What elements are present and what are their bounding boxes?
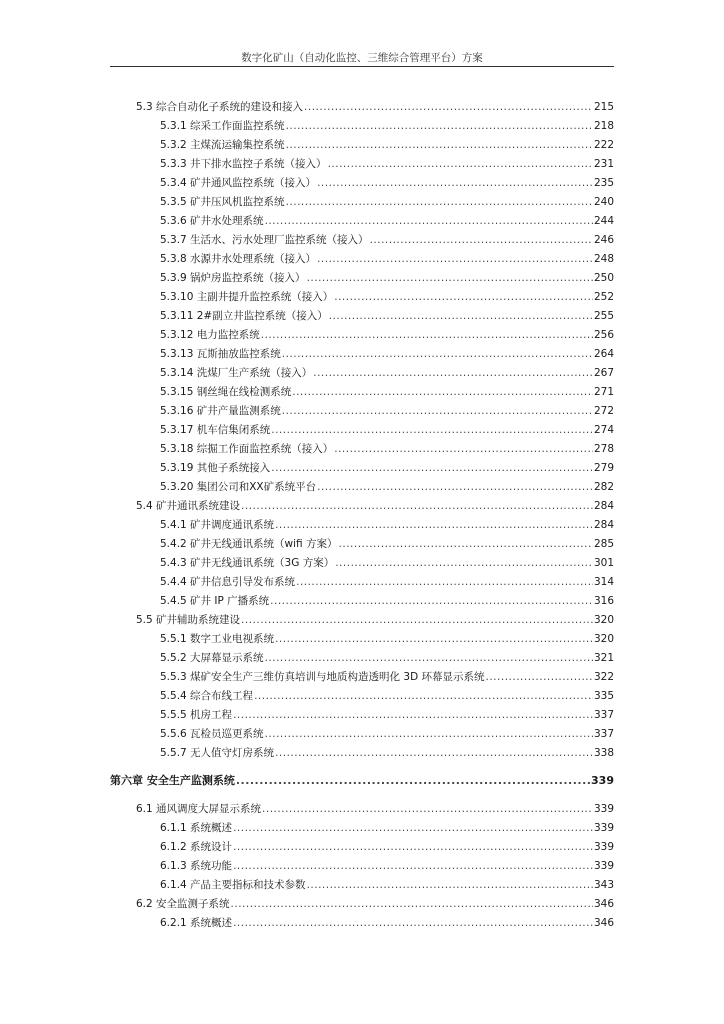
toc-entry-label: 5.3.3 井下排水监控子系统（接入） (160, 158, 327, 170)
toc-entry-page-number: 339 (591, 774, 614, 787)
toc-entry-label: 5.4.5 矿井 IP 广播系统 (160, 595, 270, 607)
toc-entry-label: 5.5.7 无人值守灯房系统 (160, 747, 275, 759)
toc-entry[interactable] (160, 630, 614, 648)
toc-entry-page-number: 282 (593, 481, 614, 493)
toc-entry-label: 5.4.3 矿井无线通讯系统（3G 方案） (160, 557, 335, 569)
toc-entry-page-number: 346 (593, 898, 614, 910)
toc-entry-label: 5.3.9 锅炉房监控系统（接入） (160, 272, 306, 284)
toc-entry[interactable] (160, 573, 614, 591)
toc-entry-page-number: 279 (593, 462, 614, 474)
toc-entry-label: 5.5.1 数字工业电视系统 (160, 633, 275, 645)
toc-entry[interactable] (160, 269, 614, 287)
toc-entry-page-number: 218 (593, 120, 614, 132)
toc-entry-label: 5.3.10 主副井提升监控系统（接入） (160, 291, 334, 303)
toc-leader-dots (317, 478, 593, 496)
toc-entry-label: 6.2.1 系统概述 (160, 917, 233, 929)
toc-entry-page-number: 320 (593, 614, 614, 626)
toc-entry-page-number: 264 (593, 348, 614, 360)
toc-entry[interactable] (160, 819, 614, 837)
toc-entry-label: 5.5 矿井辅助系统建设 (136, 614, 241, 626)
toc-leader-dots (233, 914, 593, 932)
toc-entry-label: 6.1.4 产品主要指标和技术参数 (160, 879, 306, 891)
toc-entry[interactable] (160, 516, 614, 534)
toc-leader-dots (254, 687, 593, 705)
toc-entry-page-number: 250 (593, 272, 614, 284)
toc-leader-dots (307, 269, 593, 287)
toc-leader-dots (334, 288, 593, 306)
toc-entry-label: 5.3.13 瓦斯抽放监控系统 (160, 348, 281, 360)
toc-leader-dots (282, 402, 593, 420)
toc-entry-page-number: 267 (593, 367, 614, 379)
toc-entry-label: 5.3.5 矿井压风机监控系统 (160, 196, 285, 208)
header-rule (110, 66, 614, 67)
page-header-title: 数字化矿山（自动化监控、三维综合管理平台）方案 (241, 52, 483, 64)
toc-entry[interactable] (160, 231, 614, 249)
toc-leader-dots (304, 98, 593, 116)
toc-entry-label: 5.3.20 集团公司和XX矿系统平台 (160, 481, 317, 493)
toc-leader-dots (286, 136, 593, 154)
toc-entry-page-number: 343 (593, 879, 614, 891)
toc-leader-dots (231, 895, 593, 913)
toc-entry-page-number: 284 (593, 500, 614, 512)
toc-entry-label: 5.3.2 主煤流运输集控系统 (160, 139, 285, 151)
toc-leader-dots (292, 383, 593, 401)
toc-entry-page-number: 337 (593, 709, 614, 721)
toc-entry-page-number: 338 (593, 747, 614, 759)
toc-entry-page-number: 301 (593, 557, 614, 569)
toc-leader-dots (241, 497, 593, 515)
toc-entry[interactable] (160, 744, 614, 762)
toc-entry[interactable] (160, 288, 614, 306)
toc-leader-dots (307, 876, 593, 894)
toc-entry[interactable] (160, 421, 614, 439)
toc-leader-dots (233, 838, 593, 856)
toc-leader-dots (339, 535, 593, 553)
toc-leader-dots (317, 250, 593, 268)
toc-entry-page-number: 284 (593, 519, 614, 531)
toc-entry-label: 5.3.11 2#副立井监控系统（接入） (160, 310, 328, 322)
toc-entry[interactable] (160, 554, 614, 572)
toc-entry-page-number: 285 (593, 538, 614, 550)
toc-leader-dots (236, 772, 590, 790)
toc-entry[interactable] (160, 478, 614, 496)
toc-entry-label: 6.2 安全监测子系统 (136, 898, 230, 910)
toc-entry-page-number: 244 (593, 215, 614, 227)
toc-entry-page-number: 314 (593, 576, 614, 588)
toc-leader-dots (265, 725, 593, 743)
toc-entry-label: 5.4.4 矿井信息引导发布系统 (160, 576, 296, 588)
toc-entry[interactable] (160, 326, 614, 344)
toc-entry[interactable] (136, 497, 614, 515)
toc-leader-dots (486, 668, 593, 686)
toc-entry-label: 5.3.8 水源井水处理系统（接入） (160, 253, 317, 265)
toc-entry[interactable] (160, 155, 614, 173)
toc-entry-page-number: 339 (593, 803, 614, 815)
toc-entry-page-number: 274 (593, 424, 614, 436)
toc-entry[interactable] (160, 364, 614, 382)
toc-entry[interactable] (136, 800, 614, 818)
toc-entry-label: 5.3.17 机车信集闭系统 (160, 424, 271, 436)
toc-entry[interactable] (160, 383, 614, 401)
toc-entry-page-number: 222 (593, 139, 614, 151)
toc-entry-page-number: 240 (593, 196, 614, 208)
toc-entry[interactable] (160, 838, 614, 856)
toc-entry-page-number: 255 (593, 310, 614, 322)
toc-entry[interactable] (136, 895, 614, 913)
toc-leader-dots (271, 459, 593, 477)
toc-leader-dots (313, 364, 593, 382)
toc-entry[interactable] (160, 440, 614, 458)
toc-leader-dots (261, 326, 593, 344)
toc-leader-dots (328, 155, 593, 173)
toc-leader-dots (282, 345, 593, 363)
toc-entry-page-number: 272 (593, 405, 614, 417)
toc-leader-dots (271, 421, 593, 439)
toc-entry-label: 5.3.6 矿井水处理系统 (160, 215, 264, 227)
toc-leader-dots (329, 307, 593, 325)
toc-entry-label: 5.3.18 综掘工作面监控系统（接入） (160, 443, 334, 455)
toc-entry-page-number: 337 (593, 728, 614, 740)
toc-entry-label: 5.4.2 矿井无线通讯系统（wifi 方案） (160, 538, 338, 550)
toc-leader-dots (262, 800, 593, 818)
toc-leader-dots (233, 706, 593, 724)
toc-entry-label: 6.1.2 系统设计 (160, 841, 233, 853)
toc-entry-label: 5.5.6 瓦检员巡更系统 (160, 728, 264, 740)
toc-entry[interactable] (160, 193, 614, 211)
toc-leader-dots (265, 212, 593, 230)
toc-entry[interactable] (160, 535, 614, 553)
toc-entry-label: 5.3.19 其他子系统接入 (160, 462, 271, 474)
toc-entry[interactable] (160, 687, 614, 705)
toc-entry-label: 5.4 矿井通讯系统建设 (136, 500, 241, 512)
toc-entry-page-number: 215 (593, 101, 614, 113)
toc-entry-label: 第六章 安全生产监测系统 (110, 774, 235, 787)
toc-entry-label: 5.5.3 煤矿安全生产三维仿真培训与地质构造透明化 3D 环幕显示系统 (160, 671, 485, 683)
toc-entry-page-number: 339 (593, 841, 614, 853)
toc-entry-label: 5.5.5 机房工程 (160, 709, 233, 721)
toc-entry-page-number: 252 (593, 291, 614, 303)
toc-entry-page-number: 231 (593, 158, 614, 170)
toc-entry[interactable] (160, 459, 614, 477)
toc-entry[interactable] (160, 725, 614, 743)
toc-entry-label: 6.1.3 系统功能 (160, 860, 233, 872)
toc-entry[interactable] (136, 98, 614, 116)
toc-entry-page-number: 322 (593, 671, 614, 683)
toc-leader-dots (270, 592, 593, 610)
toc-entry[interactable] (160, 706, 614, 724)
toc-entry[interactable] (160, 668, 614, 686)
toc-leader-dots (317, 174, 593, 192)
toc-leader-dots (335, 554, 593, 572)
toc-entry-page-number: 320 (593, 633, 614, 645)
toc-leader-dots (233, 819, 593, 837)
toc-entry[interactable] (160, 136, 614, 154)
toc-entry-page-number: 278 (593, 443, 614, 455)
toc-leader-dots (296, 573, 593, 591)
toc-entry[interactable] (160, 649, 614, 667)
toc-entry-label: 5.3.12 电力监控系统 (160, 329, 260, 341)
toc-entry-page-number: 248 (593, 253, 614, 265)
toc-entry-label: 5.3.14 洗煤厂生产系统（接入） (160, 367, 313, 379)
toc-entry[interactable] (160, 876, 614, 894)
toc-entry[interactable] (160, 117, 614, 135)
toc-entry-label: 5.3.4 矿井通风监控系统（接入） (160, 177, 317, 189)
toc-entry[interactable] (160, 857, 614, 875)
toc-entry[interactable] (160, 250, 614, 268)
toc-leader-dots (275, 516, 593, 534)
toc-entry[interactable] (136, 611, 614, 629)
toc-entry[interactable] (160, 592, 614, 610)
toc-leader-dots (286, 193, 593, 211)
toc-entry-page-number: 346 (593, 917, 614, 929)
toc-entry-label: 5.3.7 生活水、污水处理厂监控系统（接入） (160, 234, 369, 246)
toc-entry-page-number: 256 (593, 329, 614, 341)
toc-entry-page-number: 339 (593, 822, 614, 834)
toc-entry-page-number: 235 (593, 177, 614, 189)
toc-leader-dots (275, 630, 593, 648)
toc-entry[interactable] (160, 345, 614, 363)
toc-entry[interactable] (160, 402, 614, 420)
toc-entry-label: 6.1.1 系统概述 (160, 822, 233, 834)
toc-leader-dots (265, 649, 593, 667)
toc-leader-dots (334, 440, 593, 458)
toc-entry-page-number: 321 (593, 652, 614, 664)
toc-leader-dots (275, 744, 593, 762)
toc-entry[interactable] (160, 914, 614, 932)
toc-entry[interactable] (110, 772, 614, 790)
toc-entry-label: 6.1 通风调度大屏显示系统 (136, 803, 262, 815)
toc-entry-page-number: 246 (593, 234, 614, 246)
toc-leader-dots (241, 611, 593, 629)
toc-entry-page-number: 316 (593, 595, 614, 607)
toc-leader-dots (233, 857, 593, 875)
toc-entry[interactable] (160, 212, 614, 230)
toc-entry[interactable] (160, 307, 614, 325)
toc-entry-page-number: 271 (593, 386, 614, 398)
toc-entry-label: 5.5.2 大屏幕显示系统 (160, 652, 264, 664)
toc-leader-dots (370, 231, 593, 249)
toc-entry-label: 5.3 综合自动化子系统的建设和接入 (136, 101, 304, 113)
toc-entry-label: 5.4.1 矿井调度通讯系统 (160, 519, 275, 531)
toc-entry-label: 5.5.4 综合布线工程 (160, 690, 254, 702)
toc-entry[interactable] (160, 174, 614, 192)
toc-entry-label: 5.3.1 综采工作面监控系统 (160, 120, 285, 132)
toc-entry-label: 5.3.15 钢丝绳在线检测系统 (160, 386, 292, 398)
toc-entry-page-number: 335 (593, 690, 614, 702)
toc-entry-page-number: 339 (593, 860, 614, 872)
toc-leader-dots (286, 117, 593, 135)
toc-entry-label: 5.3.16 矿井产量监测系统 (160, 405, 281, 417)
